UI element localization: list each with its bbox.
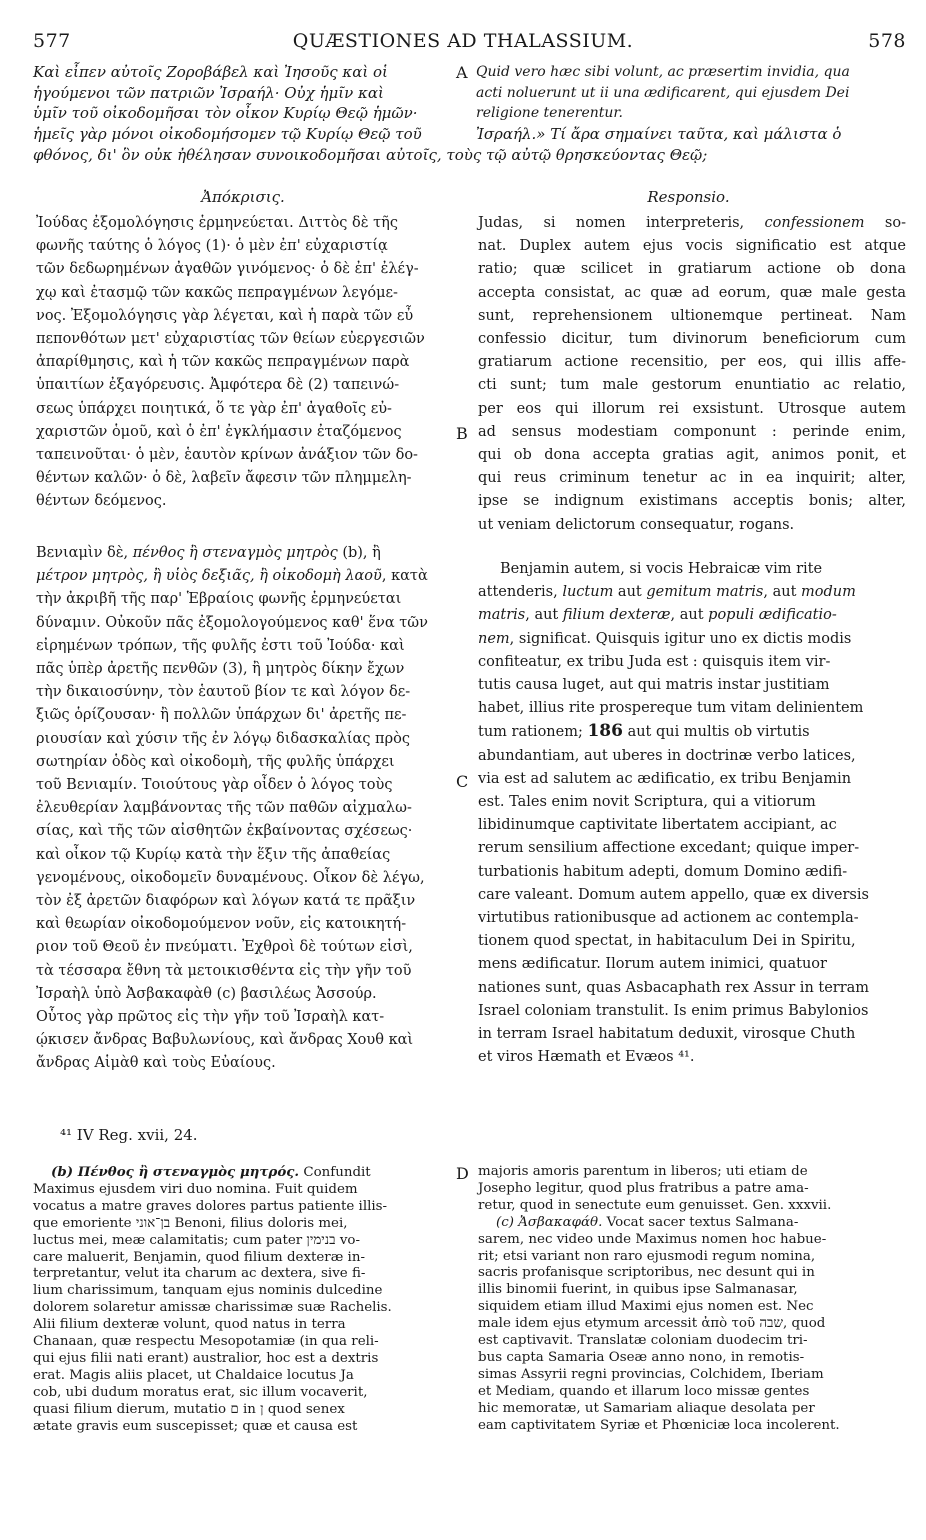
text-line: sacris profanisque scriptoribus, nec desunt qui in bbox=[478, 1265, 815, 1281]
italic-run: filium dexteræ bbox=[562, 607, 671, 624]
latin-paragraph-2 bbox=[478, 558, 906, 1069]
text-line: Josepho legitur, quod plus fratribus a patre ama- bbox=[478, 1180, 809, 1196]
text-line: care maluerit, Benjamin, quod filium dexteræ in- bbox=[33, 1249, 365, 1265]
text-line: ὑπαιτίων ἐξαγόρευσις. Ἀμφότερα δὲ (2) ταπεινώ- bbox=[36, 377, 400, 394]
text-line: qui ejus filii nati erant) australior, hoc est a dextris bbox=[33, 1350, 379, 1366]
text-line: εἰρημένων τρόπων, τῆς φυλῆς ἐστι τοῦ Ἰούδα· καὶ bbox=[36, 637, 405, 654]
text-line: per eos qui illorum rei exsistunt. Utrosque autem bbox=[478, 400, 906, 417]
question-greek-line: ὑμῖν τοῦ οἰκοδομῆσαι τὸν οἶκον Κυρίῳ Θεῷ ἡμῶν· bbox=[33, 104, 418, 122]
text-line: habet, illius rite prospereque tum vitam delinientem bbox=[478, 700, 864, 717]
text-line bbox=[478, 1215, 903, 1232]
question-final-line: φθόνος, δι' ὃν οὐκ ἠθέλησαν συνοικοδομῆσαι αὐτοῖς, τοὺς τῷ αὐτῷ θρησκεύοντας Θεῷ; bbox=[33, 146, 708, 164]
text-line: cti sunt; tum male gestorum enuntiatio ac relatio, bbox=[478, 377, 906, 394]
migne-column-number: 186 bbox=[587, 721, 623, 742]
latin-paragraph-1 bbox=[478, 212, 906, 537]
text-line: nationes sunt, quas Asbacaphath rex Assur in terram bbox=[478, 979, 870, 996]
text-line bbox=[478, 604, 906, 627]
text-line: χαριστῶν ὁμοῦ, καὶ ὁ ἐπ' ἐγκλήμασιν ἐταζόμενος bbox=[36, 423, 402, 440]
text-line: luctus mei, meæ calamitatis; cum pater בנימין vo- bbox=[33, 1232, 361, 1248]
text-line: ξιῶς ὁρίζουσαν· ἢ πολλῶν ὑπάρχων δι' ἀρετῆς πε- bbox=[36, 707, 407, 724]
text-line: et viros Hæmath et Evæos ⁴¹. bbox=[478, 1049, 695, 1066]
text-line: πᾶς ὑπὲρ ἀρετῆς πενθῶν (3), ἢ μητρὸς δίκην ἔχων bbox=[36, 661, 405, 678]
text-line: Israel coloniam transtulit. Is enim primus Babylonios bbox=[478, 1002, 869, 1019]
text-line: rit; etsi variant non raro ejusmodi regum nomina, bbox=[478, 1248, 816, 1264]
text-line bbox=[478, 628, 906, 651]
text-run: aut bbox=[613, 584, 647, 601]
page-number-left: 577 bbox=[33, 30, 71, 52]
text-line: gratiarum actione recensitio, per eos, qui illis affe- bbox=[478, 354, 906, 371]
text-line: Ἰούδας ἐξομολόγησις ἑρμηνεύεται. Διττὸς δὲ τῆς bbox=[36, 215, 398, 231]
text-line: terpretantur, velut ita charum ac dextera, sive fi- bbox=[33, 1266, 366, 1282]
text-line: tionem quod spectat, in habitaculum Dei in Spiritu, bbox=[478, 933, 856, 950]
text-line: illis binomii fuerint, in quibus ipse Salmanasar, bbox=[478, 1282, 798, 1298]
footnote-reference: ⁴¹ IV Reg. xvii, 24. bbox=[60, 1126, 198, 1144]
text-line: est. Tales enim novit Scriptura, qui a vitiorum bbox=[478, 794, 816, 811]
text-line: confessio dicitur, tum divinorum beneficiorum cum bbox=[478, 331, 906, 348]
text-line: siquidem etiam illud Maximi ejus nomen est. Nec bbox=[478, 1299, 814, 1315]
text-line: τοῦ Βενιαμίν. Τοιούτους γὰρ οἶδεν ὁ λόγος τοὺς bbox=[36, 777, 393, 794]
text-line: τὴν δικαιοσύνην, τὸν ἑαυτοῦ βίον τε καὶ λόγον δε- bbox=[36, 684, 411, 701]
text-line: σίας, καὶ τῆς τῶν αἰσθητῶν ἐκβαίνοντας σχέσεως· bbox=[36, 823, 413, 840]
text-run: , aut bbox=[525, 607, 563, 624]
text-line: lium charissimum, tanquam ejus nominis dulcedine bbox=[33, 1283, 383, 1299]
text-line: τῶν δεδωρημένων ἀγαθῶν γινόμενος· ὁ δὲ ἐπ' ἐλέγ- bbox=[36, 261, 419, 278]
text-run: Βενιαμὶν δὲ, bbox=[36, 545, 133, 561]
italic-run: nem bbox=[478, 630, 510, 647]
text-line: in terram Israel habitatum deduxit, virosque Chuth bbox=[478, 1026, 856, 1043]
question-greek bbox=[33, 62, 453, 144]
text-run: , κατὰ bbox=[381, 568, 428, 585]
text-line: ριον τοῦ Θεοῦ ἐν πνεύματι. Ἐχθροὶ δὲ τούτων εἰσὶ, bbox=[36, 939, 413, 956]
text-line: τὸν ἐξ ἀρετῶν διαφόρων καὶ λόγων κατά τε πρᾶξιν bbox=[36, 893, 416, 910]
text-line: ῴκισεν ἄνδρας Βαβυλωνίους, καὶ ἄνδρας Χουθ καὶ bbox=[36, 1032, 414, 1049]
text-line bbox=[478, 581, 906, 604]
text-line: eam captivitatem Syriæ et Phœniciæ loca incolerent. bbox=[478, 1417, 840, 1433]
text-run: tum rationem; bbox=[478, 724, 588, 741]
text-line: nat. Duplex autem ejus vocis significatio est atque bbox=[478, 238, 906, 255]
text-line: sarem, nec video unde Maximus nomen hoc habue- bbox=[478, 1231, 827, 1247]
question-latin bbox=[476, 62, 901, 144]
text-line: Ἰσραὴλ ὑπὸ Ἀσβακαφὰθ (c) βασιλέως Ἀσσούρ. bbox=[36, 985, 377, 1002]
text-run: Confundit bbox=[299, 1165, 371, 1180]
question-greek-line: ἡγούμενοι τῶν πατριῶν Ἰσραήλ· Οὐχ ἡμῖν καὶ bbox=[33, 83, 384, 102]
text-line: θέντων καλῶν· ὁ δὲ, λαβεῖν ἄφεσιν τῶν πλημμελη- bbox=[36, 470, 412, 487]
text-run: so- bbox=[864, 215, 906, 231]
text-line: θέντων δεόμενος. bbox=[36, 493, 167, 510]
question-greek-continuation: Ἰσραήλ.» Τί ἄρα σημαίνει ταῦτα, καὶ μάλιστα ὁ bbox=[476, 124, 842, 143]
text-line: ταπεινοῦται· ὁ μὲν, ἑαυτὸν κρίνων ἀνάξιον τῶν δο- bbox=[36, 447, 418, 464]
text-line: hic memoratæ, ut Samariam aliaque desolata per bbox=[478, 1400, 815, 1416]
text-line: care valeant. Domum autem appello, quæ ex diversis bbox=[478, 886, 869, 903]
margin-marker-b: B bbox=[456, 424, 468, 443]
text-run: Judas, si nomen interpreteris, bbox=[478, 215, 765, 231]
text-run: , aut bbox=[763, 584, 802, 601]
text-line: majoris amoris parentum in liberos; uti etiam de bbox=[478, 1164, 808, 1179]
text-line: Maximus ejusdem viri duo nomina. Fuit quidem bbox=[33, 1181, 358, 1197]
text-line: accepta consistat, ac quæ ad eorum, quæ male gesta bbox=[478, 284, 906, 301]
text-line: Benjamin autem, si vocis Hebraicæ vim rite bbox=[500, 561, 823, 577]
text-line: confiteatur, ex tribu Juda est : quisquis item vir- bbox=[478, 653, 831, 670]
text-run: aut qui multis ob virtutis bbox=[622, 724, 810, 741]
text-run: , aut bbox=[670, 607, 709, 624]
latin-heading: Responsio. bbox=[647, 188, 730, 206]
text-line: turbationis habitum adepti, domum Domino ædifi- bbox=[478, 863, 848, 880]
greek-paragraph-2 bbox=[36, 542, 456, 1076]
text-run: attenderis, bbox=[478, 584, 563, 601]
text-line bbox=[33, 1164, 453, 1182]
text-line: retur, quod in senectute eum genuisset. Gen. xxxvii. bbox=[478, 1197, 832, 1213]
text-line: que emoriente בן־אוני Benoni, filius doloris mei, bbox=[33, 1215, 348, 1231]
text-line: quasi filium dierum, mutatio ם in ן quod senex bbox=[33, 1401, 345, 1417]
text-line: ἀπαρίθμησις, καὶ ἡ τῶν κακῶς πεπραγμένων παρὰ bbox=[36, 354, 410, 371]
text-line: Alii filium dexteræ volunt, quod natus in terra bbox=[33, 1317, 346, 1333]
italic-run: modum bbox=[801, 584, 856, 601]
question-greek-line: Καὶ εἶπεν αὐτοῖς Ζοροβάβελ καὶ Ἰησοῦς καὶ οἱ bbox=[33, 63, 388, 81]
text-line: τὴν ἀκριβῆ τῆς παρ' Ἑβραίοις φωνῆς ἑρμηνεύεται bbox=[36, 591, 402, 608]
text-line: σεως ὑπάρχει ποιητικά, ὅ τε γὰρ ἐπ' ἀγαθοῖς εὐ- bbox=[36, 400, 392, 417]
text-line: bus capta Samaria Oseæ anno nono, in remotis- bbox=[478, 1349, 805, 1365]
notes-left bbox=[33, 1164, 453, 1436]
text-line: qui ob dona accepta gratias agit, animos ponit, et bbox=[478, 447, 906, 464]
margin-marker-a: A bbox=[456, 63, 468, 82]
margin-marker-d: D bbox=[456, 1164, 469, 1183]
greek-paragraph-1 bbox=[36, 212, 456, 514]
text-line: qui reus criminum tenetur ac in ea inquirit; alter, bbox=[478, 470, 906, 487]
text-line: δύναμιν. Οὐκοῦν πᾶς ἐξομολογούμενος καθ' ἕνα τῶν bbox=[36, 614, 428, 631]
page-number-right: 578 bbox=[868, 30, 906, 52]
text-line: tutis causa luget, aut qui matris instar justitiam bbox=[478, 677, 830, 694]
question-latin-line: Quid vero hæc sibi volunt, ac præsertim invidia, qua bbox=[476, 64, 850, 80]
text-line: χῳ καὶ ἐτασμῷ τῶν κακῶς πεπραγμένων λεγόμε- bbox=[36, 284, 398, 301]
text-line: ἄνδρας Αἱμὰθ καὶ τοὺς Εὐαίους. bbox=[36, 1055, 276, 1072]
text-line: φωνῆς ταύτης ὁ λόγος (1)· ὁ μὲν ἐπ' εὐχαριστίᾳ bbox=[36, 238, 388, 255]
running-title: QUÆSTIONES AD THALASSIUM. bbox=[292, 30, 634, 52]
text-line: γενομένους, οἰκοδομεῖν δυναμένους. Οἶκον δὲ λέγω, bbox=[36, 869, 425, 886]
text-line: sunt, reprehensionem ultionemque pertineat. Nam bbox=[478, 307, 906, 324]
greek-heading: Ἀπόκρισις. bbox=[201, 188, 285, 206]
text-line: καὶ θεωρίαν οἰκοδομούμενον νοῦν, εἰς κατοικητή- bbox=[36, 916, 407, 933]
text-line: ριουσίαν καὶ χύσιν τῆς ἐν λόγῳ διδασκαλίας πρὸς bbox=[36, 730, 410, 747]
text-line: ad sensus modestiam componunt : perinde enim, bbox=[478, 423, 906, 440]
text-line: πεπονθότων μετ' εὐχαριστίας τῶν θείων εὐεργεσιῶν bbox=[36, 331, 425, 348]
text-line: est captivavit. Translatæ coloniam duodecim tri- bbox=[478, 1333, 808, 1349]
text-line bbox=[478, 212, 906, 235]
italic-run: populi ædificatio- bbox=[708, 607, 837, 624]
italic-run: matris bbox=[478, 607, 526, 624]
text-line: cob, ubi dudum moratus erat, sic illum vocaverit, bbox=[33, 1384, 368, 1400]
text-line bbox=[478, 720, 906, 744]
text-line: libidinumque captivitate libertatem accipiant, ac bbox=[478, 817, 837, 834]
text-run: Vocat sacer textus Salmana- bbox=[602, 1214, 799, 1230]
question-greek-line: ἡμεῖς γὰρ μόνοι οἰκοδομήσομεν τῷ Κυρίῳ Θεῷ τοῦ bbox=[33, 124, 422, 143]
text-line: rerum sensilium affectione excedant; quique imper- bbox=[478, 840, 860, 857]
text-line: ut veniam delictorum consequatur, rogans. bbox=[478, 516, 795, 533]
question-latin-line: acti noluerunt ut ii una ædificarent, qui ejusdem Dei bbox=[476, 84, 850, 101]
text-line: mens ædificatur. Ilorum autem inimici, quatuor bbox=[478, 956, 827, 973]
text-line: vocatus a matre graves dolores partus patiente illis- bbox=[33, 1198, 388, 1214]
text-line: male idem ejus etymum arcessit ἀπὸ τοῦ שבה, quod bbox=[478, 1316, 826, 1332]
text-line: Οὗτος γὰρ πρῶτος εἰς τὴν γῆν τοῦ Ἰσραὴλ κατ- bbox=[36, 1009, 385, 1026]
text-line bbox=[36, 565, 456, 588]
text-line: σωτηρίαν ὁδὸς καὶ οἰκοδομὴ, τῆς φυλῆς ὑπάρχει bbox=[36, 753, 395, 770]
text-line: Chanaan, quæ respectu Mesopotamiæ (in qua reli- bbox=[33, 1334, 379, 1350]
text-line bbox=[36, 542, 456, 565]
note-lemma: (b) Πένθος ἢ στεναγμὸς μητρός. bbox=[51, 1164, 300, 1180]
notes-right bbox=[478, 1164, 903, 1435]
margin-marker-c: C bbox=[456, 772, 469, 791]
text-line: ἐλευθερίαν λαμβάνοντας τῆς τῶν παθῶν αἰχμαλω- bbox=[36, 800, 412, 817]
italic-run: luctum bbox=[562, 584, 614, 601]
text-line: et Mediam, quando et illarum loco missæ gentes bbox=[478, 1383, 810, 1399]
text-run: (b), ἢ bbox=[337, 545, 381, 561]
text-line: dolorem solaretur amissæ charissimæ suæ Rachelis. bbox=[33, 1300, 392, 1316]
italic-run: confessionem bbox=[764, 215, 865, 231]
text-line: abundantiam, aut uberes in doctrinæ verbo latices, bbox=[478, 747, 856, 764]
text-line: via est ad salutem ac ædificatio, ex tribu Benjamin bbox=[478, 770, 852, 787]
text-line: νος. Ἐξομολόγησις γὰρ λέγεται, καὶ ἡ παρὰ τῶν εὖ bbox=[36, 307, 414, 324]
italic-run: μέτρον μητρὸς, ἢ υἱὸς δεξιᾶς, ἢ οἰκοδομὴ λαοῦ bbox=[36, 568, 382, 585]
italic-run: πένθος ἢ στεναγμὸς μητρὸς bbox=[132, 545, 338, 561]
text-line: simas Assyrii regni provincias, Colchidem, Iberiam bbox=[478, 1366, 824, 1382]
italic-run: gemitum matris bbox=[646, 584, 764, 601]
question-latin-line: religione tenerentur. bbox=[476, 105, 624, 121]
text-line: virtutibus rationibusque ad actionem ac contempla- bbox=[478, 910, 859, 927]
text-run: , significat. Quisquis igitur uno ex dictis modis bbox=[509, 630, 852, 647]
note-lemma: (c) Ἀσβακαφάθ. bbox=[496, 1214, 603, 1230]
text-line: τὰ τέσσαρα ἔθνη τὰ μετοικισθέντα εἰς τὴν γῆν τοῦ bbox=[36, 962, 412, 979]
text-line: ipse se indignum existimans acceptis bonis; alter, bbox=[478, 493, 906, 510]
text-line: erat. Magis aliis placet, ut Chaldaice locutus Ja bbox=[33, 1367, 354, 1383]
text-line: καὶ οἶκον τῷ Κυρίῳ κατὰ τὴν ἕξιν τῆς ἀπαθείας bbox=[36, 846, 391, 863]
text-line: ætate gravis eum suscepisset; quæ et causa est bbox=[33, 1418, 358, 1434]
text-line: ratio; quæ scilicet in gratiarum actione ob dona bbox=[478, 261, 906, 278]
